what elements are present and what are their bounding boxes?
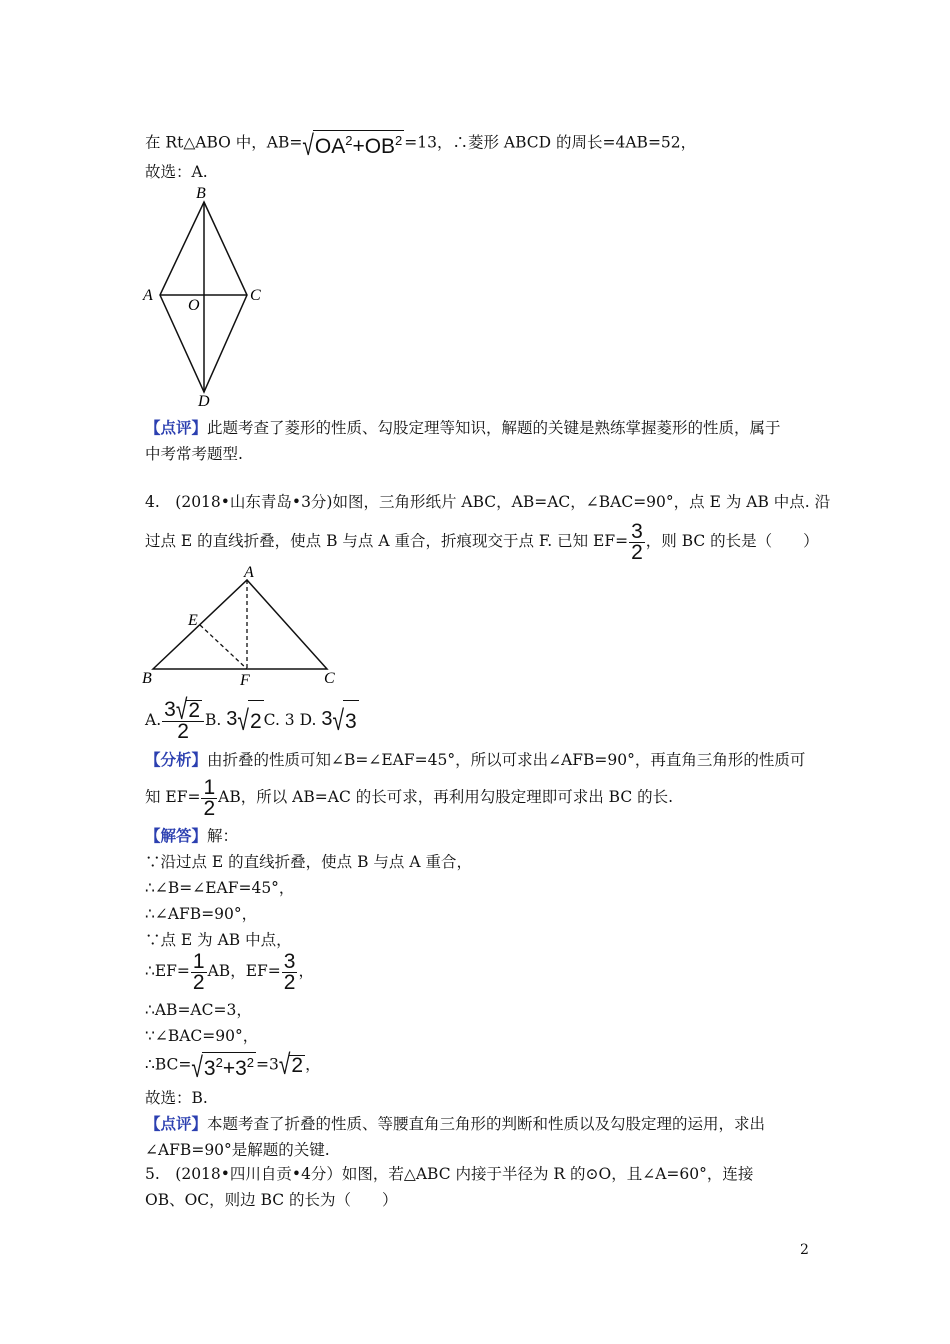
text-line-1: 在 Rt△ABO 中，$AB=√OA^2+OB^2 =13$，∴菱形 ABCD 的周长=4AB=52，	[145, 130, 697, 162]
comment-line-1: 【点评】此题考查了菱形的性质、勾股定理等知识，解题的关键是熟练掌握菱形的性质，属于	[145, 418, 781, 437]
q4-line-1: 4. (2018•山东青岛•3分)如图，三角形纸片 ABC，AB=AC，∠BAC=90°，点 E 为 AB 中点. 沿	[145, 493, 831, 511]
label-d: D	[198, 393, 210, 407]
q4-line-2: 过点 E 的直线折叠，使点 B 与点 A 重合，折痕现交于点 F. 已知 EF= $\frac{3}{2}$ ，则 BC 的长是（ ）	[145, 519, 819, 564]
solution-step-8: $\therefore BC=√3^2+3^2 =3√2$ ，	[145, 1049, 321, 1084]
comment-line-2: 中考常考题型.	[145, 445, 243, 463]
option-a-fraction: $\frac{3√2}{2}$	[162, 700, 204, 742]
solution-step-6: ∴AB=AC=3，	[145, 1001, 252, 1019]
label-c2: C	[324, 670, 335, 687]
label-e: E	[188, 612, 198, 629]
rhombus-figure	[140, 182, 270, 407]
triangle-figure	[140, 563, 350, 691]
solution-step-5: ∴EF= $\frac{1}{2}$ AB，EF= $\frac{3}{2}$ ，	[145, 949, 314, 994]
fraction-3-2: $\frac{3}{2}$	[631, 519, 643, 564]
options-line: A. $\frac{3√2}{2}$ B. 3√2 C. 3 D. 3√3	[145, 694, 357, 743]
label-b: B	[196, 185, 206, 202]
label-f: F	[240, 672, 250, 689]
q5-line-2: OB、OC，则边 BC 的长为（ ）	[145, 1191, 398, 1209]
solution-step-3: ∴∠AFB=90°，	[145, 905, 258, 923]
comment4-line-2: ∠AFB=90°是解题的关键.	[145, 1141, 330, 1159]
sqrt-expression: $√OA^2+OB^2$	[302, 130, 403, 162]
comment4-line-1: 【点评】本题考查了折叠的性质、等腰直角三角形的判断和性质以及勾股定理的运用，求出	[145, 1114, 766, 1133]
q5-line-1: 5. (2018•四川自贡•4分）如图，若△ABC 内接于半径为 R 的⊙O，且∠A=60°，连接	[145, 1165, 754, 1183]
text-line-2: 故选：A.	[145, 163, 208, 181]
triangle-abc	[153, 580, 327, 669]
label-b2: B	[142, 670, 152, 687]
label-c: C	[250, 287, 261, 304]
solution-step-2: ∴∠B=∠EAF=45°，	[145, 879, 295, 897]
label-a: A	[143, 287, 153, 304]
dashed-ef	[200, 625, 247, 669]
analysis-line-2: 知 EF= $\frac{1}{2}$ AB，所以 AB=AC 的长可求，再利用勾股定理即可求出 BC 的长.	[145, 775, 674, 820]
label-o: O	[188, 297, 200, 314]
solution-step-9: 故选：B.	[145, 1089, 208, 1107]
analysis-line-1: 【分析】由折叠的性质可知∠B=∠EAF=45°，所以可求出∠AFB=90°，再直角三角形的性质可	[145, 750, 806, 769]
solution-step-1: ∵沿过点 E 的直线折叠，使点 B 与点 A 重合，	[145, 853, 472, 871]
label-a2: A	[244, 564, 254, 581]
page-number: 2	[800, 1242, 809, 1258]
solution-step-4: ∵点 E 为 AB 中点，	[145, 931, 292, 949]
solution-heading: 【解答】解：	[145, 826, 239, 845]
solution-step-7: ∵∠BAC=90°，	[145, 1027, 259, 1045]
